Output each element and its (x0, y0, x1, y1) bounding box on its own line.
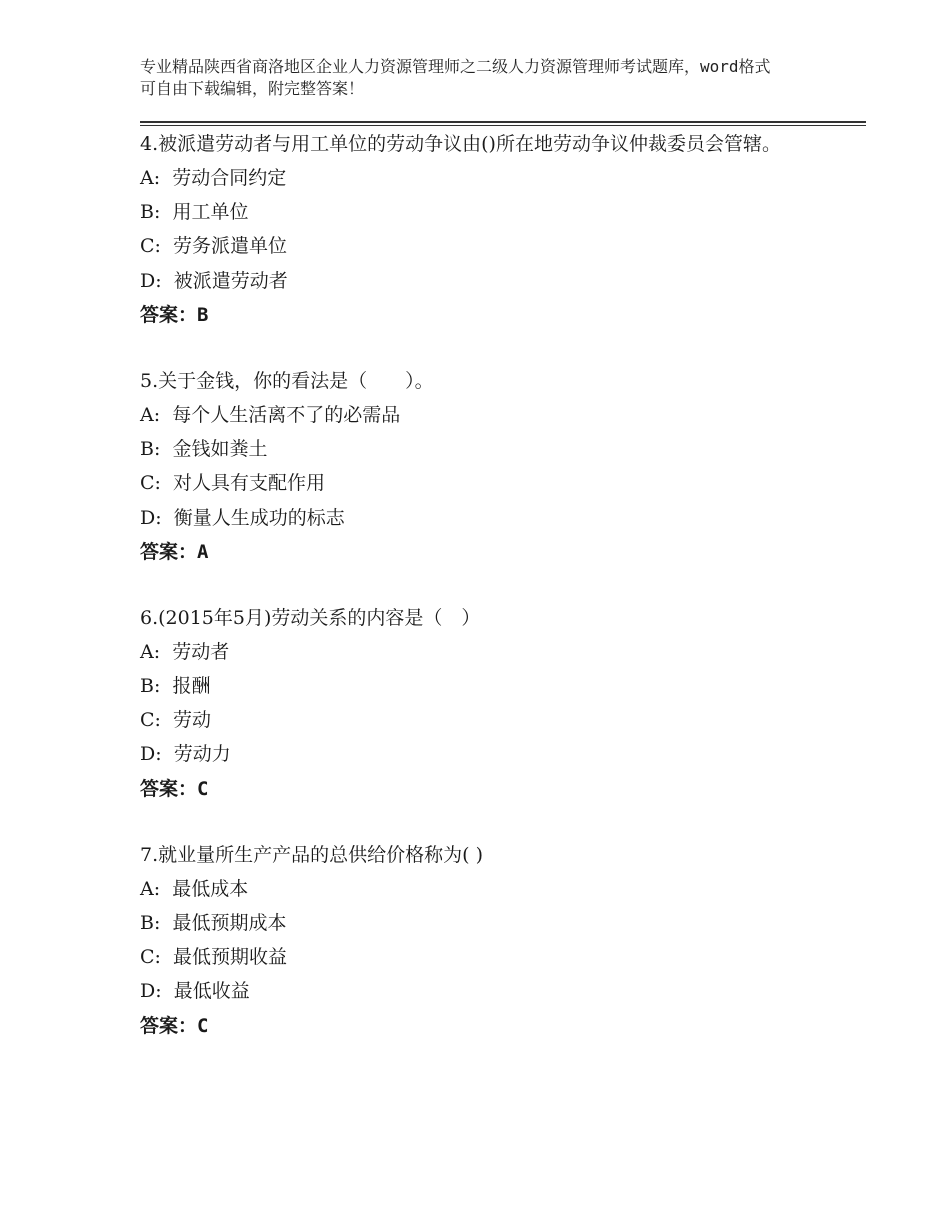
answer-line (140, 1009, 820, 1043)
header-divider-thin (140, 125, 866, 126)
answer-value: C (197, 777, 209, 800)
option-c: C: 劳务派遣单位 (140, 235, 288, 258)
option-b: B: 报酬 (140, 675, 211, 698)
option-d: D: 劳动力 (140, 743, 231, 766)
question-6 (140, 601, 820, 806)
option-a: A: 劳动合同约定 (140, 167, 287, 189)
option-c: C: 劳动 (140, 709, 212, 732)
option-d: D: 最低收益 (140, 980, 250, 1003)
question-stem: 6.(2015年5月)劳动关系的内容是（ ） (140, 606, 481, 629)
answer-label: 答案： (140, 303, 198, 326)
answer-value: A (197, 540, 209, 563)
option-b: B: 金钱如粪土 (140, 438, 268, 461)
question-stem: 5.关于金钱，你的看法是（ ）。 (140, 369, 434, 392)
answer-label: 答案： (140, 777, 198, 800)
question-stem: 7.就业量所生产产品的总供给价格称为( ) (140, 843, 483, 866)
option-a: A: 劳动者 (140, 640, 230, 663)
question-5 (140, 364, 820, 569)
question-list (140, 127, 820, 1075)
option-a: A: 最低成本 (140, 877, 249, 900)
option-d: D: 衡量人生成功的标志 (140, 506, 345, 529)
document-header: 专业精品陕西省商洛地区企业人力资源管理师之二级人力资源管理师考试题库，word格式可自由下载编辑，附完整答案！ (140, 57, 771, 98)
header-divider-thick (140, 121, 866, 123)
option-b: B: 用工单位 (140, 201, 249, 224)
question-stem: 4.被派遣劳动者与用工单位的劳动争议由()所在地劳动争议仲裁委员会管辖。 (140, 133, 781, 155)
option-d: D: 被派遣劳动者 (140, 269, 288, 292)
answer-label: 答案： (140, 1014, 198, 1037)
answer-line (140, 298, 820, 332)
option-c: C: 最低预期收益 (140, 946, 288, 969)
question-4 (140, 127, 820, 332)
answer-line (140, 535, 820, 569)
question-7 (140, 838, 820, 1043)
answer-label: 答案： (140, 540, 198, 563)
option-a: A: 每个人生活离不了的必需品 (140, 403, 401, 426)
answer-line (140, 772, 820, 806)
option-b: B: 最低预期成本 (140, 912, 287, 934)
answer-value: C (197, 1014, 209, 1037)
answer-value: B (197, 303, 209, 326)
option-c: C: 对人具有支配作用 (140, 472, 326, 495)
